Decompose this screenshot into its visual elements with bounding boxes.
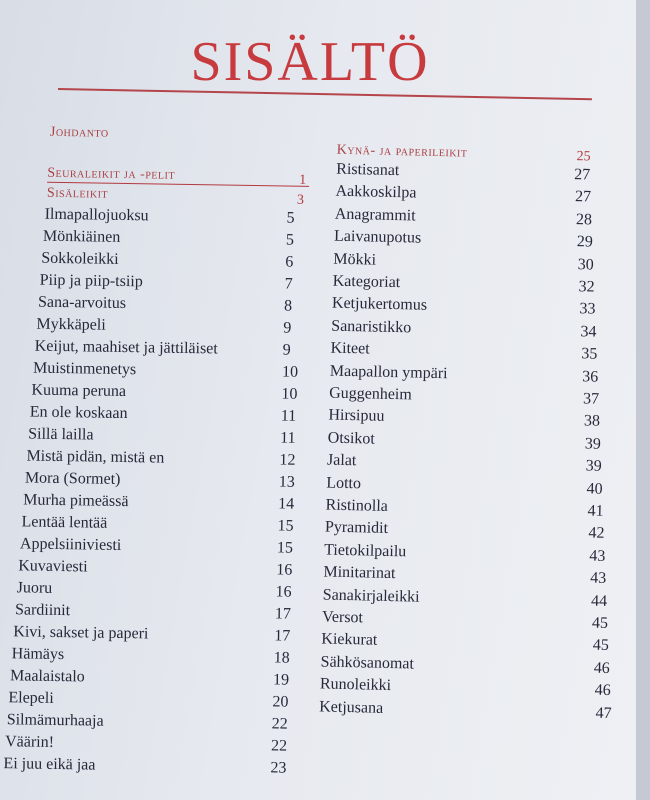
toc-entry-title: Ristinolla: [325, 496, 389, 515]
toc-entry-title: Jalat: [326, 451, 357, 470]
toc-entry-page: 45: [591, 614, 609, 632]
toc-entry-title: Sillä lailla: [28, 425, 94, 444]
toc-entry-page: 18: [273, 649, 290, 667]
toc-entry-title: Hämäys: [11, 645, 65, 664]
toc-entry-page: 27: [574, 188, 592, 206]
toc-entry-title: Ketjusana: [319, 698, 384, 717]
toc-entry-title: Ei juu eikä jaa: [3, 755, 96, 774]
toc-entry-title: Mönkiäinen: [42, 227, 121, 246]
toc-entry-page: 16: [275, 583, 292, 601]
toc-entry-title: Guggenheim: [328, 384, 412, 404]
toc-entry-title: Murha pimeässä: [23, 491, 129, 511]
toc-entry-title: Mökki: [333, 250, 377, 269]
toc-entry-page: 17: [274, 627, 291, 645]
toc-entry-title: Maalaistalo: [9, 667, 85, 686]
toc-entry-title: Kuuma peruna: [31, 381, 127, 401]
toc-entry-title: Piip ja piip-tsiip: [39, 271, 143, 291]
toc-entry-title: En ole koskaan: [29, 403, 128, 423]
toc-entry-page: 29: [576, 233, 594, 251]
toc-entry-page: 44: [590, 592, 608, 610]
toc-entry-title: Väärin!: [5, 733, 55, 751]
toc-entry-title: Ketjukertomus: [331, 295, 428, 315]
section2-page: 25: [576, 149, 591, 165]
toc-entry-title: Appelsiiniviesti: [19, 535, 122, 554]
toc-entry-page: 23: [270, 759, 287, 777]
toc-entry-title: Kuvaviesti: [18, 557, 88, 576]
toc-entry-page: 27: [573, 166, 591, 184]
toc-entry-title: Hirsipuu: [328, 406, 385, 426]
toc-entry-page: 40: [586, 480, 603, 498]
toc-entry-title: Maapallon ympäri: [329, 362, 448, 382]
toc-entry-page: 15: [277, 517, 294, 535]
toc-entry-page: 20: [272, 693, 289, 711]
toc-entry-title: Juoru: [16, 579, 53, 597]
toc-entry-page: 14: [278, 495, 295, 513]
toc-entry-title: Laivanupotus: [333, 227, 422, 247]
toc-entry-page: 11: [280, 407, 297, 425]
section1-page: 1: [299, 172, 307, 188]
toc-entry-page: 5: [285, 231, 295, 249]
toc-entry-page: 37: [582, 390, 600, 408]
toc-entry-title: Sana-arvoitus: [37, 293, 127, 313]
toc-entry-page: 46: [594, 681, 611, 700]
toc-entry-title: Sanaristikko: [331, 317, 412, 337]
toc-entry-page: 12: [279, 451, 296, 469]
toc-entry-title: Kategoriat: [332, 272, 401, 292]
toc-entry-title: Sokkoleikki: [41, 249, 119, 268]
toc-entry-page: 43: [589, 547, 606, 565]
toc-entry-page: 6: [285, 253, 294, 271]
toc-entry-title: Aakkoskilpa: [335, 183, 417, 202]
toc-entry-page: 32: [578, 278, 595, 296]
toc-entry-page: 9: [283, 319, 292, 337]
toc-entry-page: 8: [283, 297, 293, 315]
toc-entry-page: 39: [584, 435, 602, 453]
toc-entry-title: Sähkösanomat: [320, 653, 415, 673]
toc-entry-title: Anagrammit: [334, 205, 416, 225]
toc-entry-page: 16: [276, 561, 293, 579]
toc-entry-page: 30: [577, 255, 594, 274]
toc-entry-page: 38: [583, 412, 601, 431]
toc-entry-title: Otsikot: [327, 429, 376, 448]
toc-entry-title: Tietokilpailu: [324, 541, 407, 561]
toc-entry-title: Pyramidit: [324, 518, 389, 538]
toc-entry-title: Lentää lentää: [21, 513, 108, 532]
toc-entry-page: 34: [580, 323, 597, 341]
toc-entry-page: 43: [590, 569, 607, 588]
toc-entry-title: Lotto: [326, 474, 362, 492]
toc-entry-page: 47: [595, 704, 612, 722]
toc-entry-title: Mora (Sormet): [24, 469, 121, 488]
toc-entry-title: Sanakirjaleikki: [322, 586, 420, 606]
toc-entry-title: Kiekurat: [321, 630, 378, 650]
toc-entry-page: 35: [581, 345, 598, 363]
page-title: SISÄLTÖ: [190, 31, 430, 93]
toc-entry-title: Ristisanat: [336, 160, 400, 180]
toc-entry-title: Kivi, sakset ja paperi: [13, 623, 149, 643]
toc-entry-page: 42: [588, 524, 605, 543]
toc-entry-title: Elepeli: [8, 689, 54, 707]
toc-entry-title: Mistä pidän, mistä en: [26, 447, 165, 467]
toc-entry-page: 5: [286, 209, 295, 227]
toc-entry-page: 11: [280, 429, 296, 447]
subsection-page: 3: [296, 192, 305, 208]
toc-entry-page: 41: [587, 502, 604, 520]
toc-entry-title: Silmämurhaaja: [6, 711, 104, 730]
section1-heading: [47, 166, 309, 187]
toc-entry-page: 17: [274, 605, 292, 623]
toc-entry-title: Ilmapallojuoksu: [44, 205, 149, 225]
toc-entry-page: 45: [592, 637, 610, 655]
toc-entry-title: Runoleikki: [319, 675, 392, 695]
intro-label: Johdanto: [49, 124, 109, 141]
toc-entry-page: 9: [282, 341, 291, 359]
toc-entry-page: 28: [575, 210, 593, 229]
toc-entry-title: Keijut, maahiset ja jättiläiset: [34, 337, 218, 358]
section1-title: Seuraleikit ja -pelit: [47, 165, 176, 183]
toc-entry-page: 36: [582, 367, 599, 386]
toc-entry-page: 33: [579, 300, 596, 318]
toc-entry-title: Minitarinat: [323, 563, 396, 583]
toc-entry-title: Versot: [321, 608, 364, 627]
subsection-title: Sisäleikit: [46, 185, 109, 202]
toc-entry-page: 46: [593, 659, 610, 677]
toc-entry-page: 15: [276, 539, 294, 557]
toc-entry-page: 19: [272, 671, 290, 689]
toc-entry-title: Mykkäpeli: [36, 315, 106, 334]
toc-entry-title: Muistinmenetys: [32, 359, 137, 379]
toc-entry-page: 10: [281, 363, 299, 381]
toc-entry-title: Sardiinit: [14, 601, 71, 620]
toc-entry-page: 22: [271, 715, 288, 733]
toc-entry-page: 7: [284, 275, 293, 293]
toc-entry-title: Kiteet: [330, 339, 370, 358]
toc-entry-page: 10: [281, 385, 298, 403]
toc-entry-page: 39: [585, 457, 602, 475]
section2-title: Kynä- ja paperileikit: [336, 142, 468, 161]
toc-entry-page: 22: [270, 737, 288, 755]
toc-entry-page: 13: [278, 473, 295, 491]
